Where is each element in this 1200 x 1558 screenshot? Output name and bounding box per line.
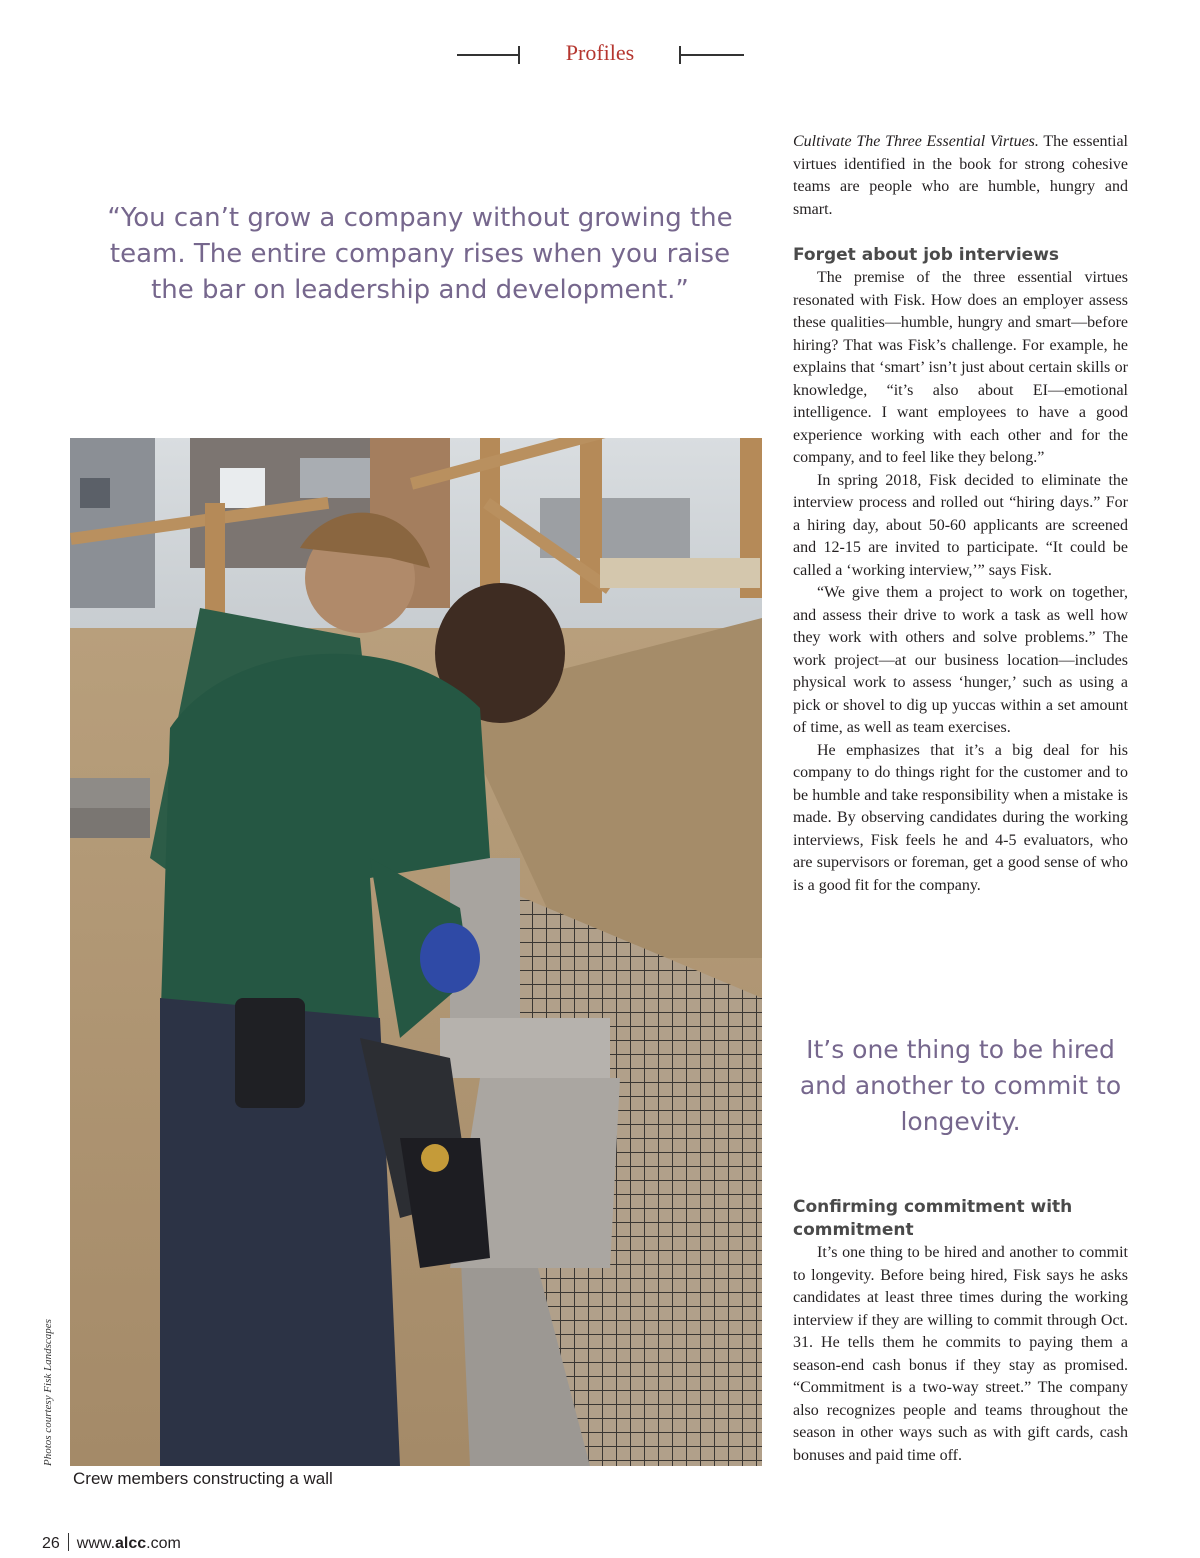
- section1-paragraph-1: The premise of the three essential virtues resonated with Fisk. How does an employer assess these qualities—humble, hungry and smart—before hiring? That was Fisk’s challenge. For example, he explains that ‘smart’ isn’t just about certain skills or knowledge, “it’s also about EI—emotional intelligence. I want employees to have a good experience working with each other and for the company, and to feel like they belong.”: [793, 269, 1128, 466]
- header-tick-left: [518, 46, 520, 64]
- footer-url-suffix: .com: [146, 1535, 181, 1552]
- header-rule-right: [681, 54, 744, 56]
- section-header: [0, 38, 1200, 72]
- page-number: 26: [42, 1535, 60, 1552]
- pull-quote-top: “You can’t grow a company without growing the team. The entire company rises when you raise the bar on leadership and development.”: [107, 203, 733, 305]
- section-heading-1: Forget about job interviews: [793, 245, 1060, 265]
- section1-paragraph-2: In spring 2018, Fisk decided to eliminate the interview process and rolled out “hiring days.” For a hiring day, about 50-60 applicants are screened and 12-15 are invited to participate. “It could be called a ‘working interview,’” says Fisk.: [793, 471, 1128, 579]
- footer-divider: [68, 1533, 69, 1551]
- intro-title: Cultivate The Three Essential Virtues.: [793, 133, 1039, 150]
- intro-text: The essential virtues identified in the book for strong cohesive teams are people who are humble, hungry and smart.: [793, 133, 1128, 218]
- article-column-intro: [793, 131, 1128, 221]
- pull-quote-mid: It’s one thing to be hired and another to commit to longevity.: [799, 1035, 1122, 1136]
- photo-caption: Crew members constructing a wall: [73, 1469, 333, 1488]
- section1-paragraph-4: He emphasizes that it’s a big deal for his company to do things right for the customer and to be humble and take responsibility when a mistake is made. By observing candidates during the working interviews, Fisk feels he and 4-5 evaluators, who are supervisors or foreman, get a good sense of who is a good fit for the company.: [793, 741, 1128, 894]
- crew-photo-illustration: [70, 438, 762, 1466]
- header-rule-left: [457, 54, 520, 56]
- intro-paragraph: [793, 131, 1128, 221]
- crew-photo: [70, 438, 762, 1466]
- section-label: Profiles: [565, 40, 635, 65]
- section2-paragraph-1: It’s one thing to be hired and another to commit to longevity. Before being hired, Fisk says he asks candidates at least three times during the working interview if they are willing to commit through Oct. 31. He tells them he commits to paying them a season-end cash bonus if they stay as promised. “Commitment is a two-way street.” The company also recognizes people and teams throughout the season in other ways such as with gift cards, cash bonuses and paid time off.: [793, 1244, 1128, 1464]
- section1-paragraph-3: “We give them a project to work on together, and assess their drive to work a task as well how they work with others and solve problems.” The work project—at our business location—includes physical work to assess ‘hunger,’ such as using a pick or shovel to dig up yuccas within a set amount of time, as well as team exercises.: [793, 584, 1128, 736]
- article-section-1: [793, 244, 1128, 897]
- footer-url-domain: alcc: [115, 1535, 147, 1552]
- page-footer: [42, 1533, 181, 1553]
- article-section-2: [793, 1196, 1128, 1467]
- footer-url-prefix: www.: [76, 1535, 116, 1552]
- photo-credit: Photos courtesy Fisk Landscapes: [42, 1319, 54, 1466]
- section-heading-2: Confirming commitment with commitment: [793, 1197, 1073, 1240]
